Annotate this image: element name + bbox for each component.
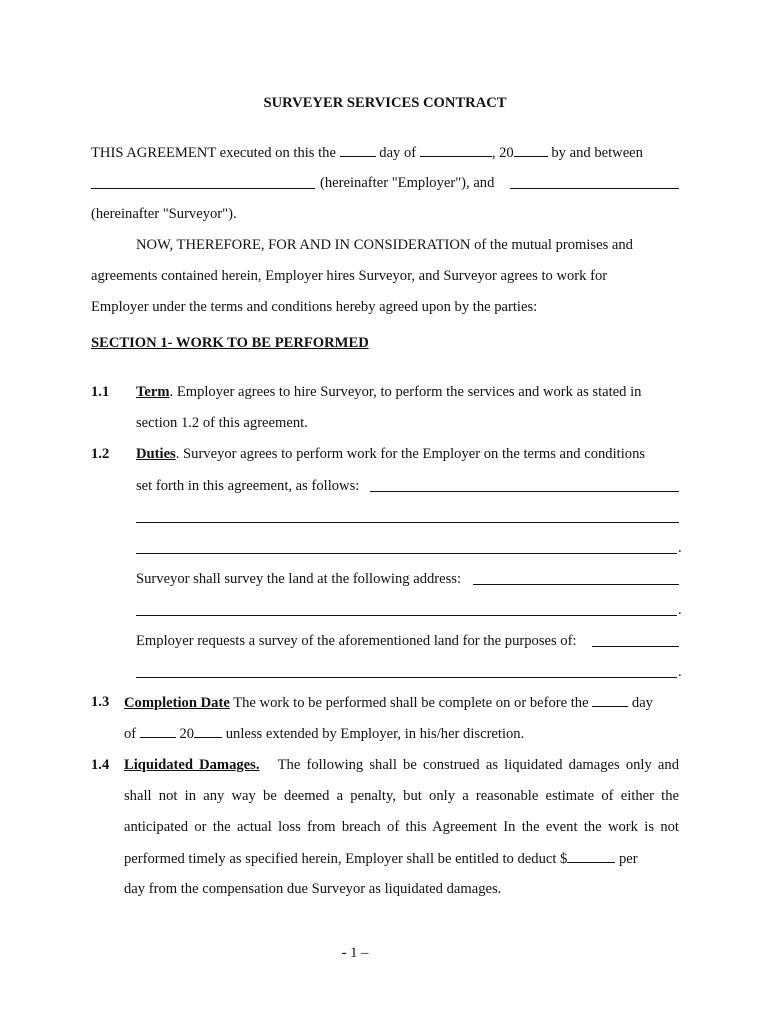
document-title: SURVEYER SERVICES CONTRACT — [263, 95, 507, 111]
clause-1-4-per: per — [619, 851, 638, 867]
recital-line-3: Employer under the terms and conditions hereby agreed upon by the parties: — [91, 299, 538, 315]
year-blank[interactable] — [514, 143, 548, 157]
duties-blank-2[interactable] — [136, 522, 679, 523]
purpose-blank-2[interactable] — [136, 677, 677, 678]
clause-1-3-title: Completion Date — [124, 695, 230, 711]
clause-1-2-text: . Surveyor agrees to perform work for the Employer on the terms and conditions — [175, 446, 646, 462]
duties-blank-1[interactable] — [370, 491, 679, 492]
clause-1-1-title: Term — [136, 384, 170, 400]
intro-text-b: day of — [379, 145, 417, 161]
employer-name-blank[interactable] — [91, 188, 315, 189]
clause-1-4-line-4 — [124, 849, 638, 868]
recital-line-2: agreements contained herein, Employer hires Surveyor, and Surveyor agrees to work for — [91, 268, 608, 284]
purpose-period: . — [678, 664, 682, 680]
clause-1-1-line-1 — [136, 383, 641, 401]
clause-1-2-line-1 — [136, 445, 645, 463]
intro-text-d: by and between — [551, 145, 643, 161]
clause-1-1-text: . Employer agrees to hire Surveyor, to perform the services and work as stated in — [169, 384, 642, 400]
intro-text-a: THIS AGREEMENT executed on this the — [91, 145, 336, 161]
month-blank[interactable] — [420, 143, 492, 157]
clause-1-1-line-2: section 1.2 of this agreement. — [136, 415, 308, 431]
deduction-amount-blank[interactable] — [567, 849, 615, 863]
duties-period: . — [678, 540, 682, 556]
employer-label: (hereinafter "Employer"), and — [320, 175, 495, 191]
clause-1-4-text: The following shall be construed as liquidated damages only and — [277, 757, 679, 773]
completion-day-blank[interactable] — [592, 693, 628, 707]
page-number: - 1 – — [341, 945, 369, 961]
duties-blank-3[interactable] — [136, 553, 677, 554]
clause-1-4-deduct: performed timely as specified herein, Employer shall be entitled to deduct $ — [124, 851, 568, 867]
address-blank-2[interactable] — [136, 615, 677, 616]
purpose-label: Employer requests a survey of the aforementioned land for the purposes of: — [136, 633, 577, 649]
clause-1-2-number: 1.2 — [91, 446, 110, 462]
purpose-blank-1[interactable] — [592, 646, 679, 647]
clause-1-4-title: Liquidated Damages. — [124, 757, 260, 773]
clause-1-3-twenty: 20 — [179, 726, 195, 742]
completion-year-blank[interactable] — [194, 724, 222, 738]
surveyor-name-blank[interactable] — [510, 188, 679, 189]
intro-line-1 — [91, 143, 643, 162]
clause-1-3-day: day — [631, 695, 653, 711]
address-label: Surveyor shall survey the land at the following address: — [136, 571, 462, 587]
clause-1-1-number: 1.1 — [91, 384, 110, 400]
recital-line-1: NOW, THEREFORE, FOR AND IN CONSIDERATION of the mutual promises and — [136, 237, 633, 253]
clause-1-2-title: Duties — [136, 446, 176, 462]
clause-1-4-line-1 — [124, 756, 679, 774]
clause-1-4-line-3: anticipated or the actual loss from breach of this Agreement In the event the work is not — [124, 819, 679, 835]
intro-text-c: , 20 — [491, 145, 514, 161]
clause-1-4-line-5: day from the compensation due Surveyor as liquidated damages. — [124, 881, 502, 897]
section-1-heading: SECTION 1- WORK TO BE PERFORMED — [91, 335, 369, 351]
clause-1-4-number: 1.4 — [91, 757, 110, 773]
clause-1-2-line-2: set forth in this agreement, as follows: — [136, 478, 360, 494]
clause-1-3-of: of — [124, 726, 137, 742]
address-blank-1[interactable] — [473, 584, 679, 585]
clause-1-4-line-2: shall not in any way be deemed a penalty, but only a reasonable estimate of either the — [124, 788, 679, 804]
clause-1-3-number: 1.3 — [91, 694, 110, 710]
clause-1-3-text: The work to be performed shall be complete on or before the — [233, 695, 589, 711]
address-period: . — [678, 602, 682, 618]
clause-1-3-line-2 — [124, 724, 524, 743]
surveyor-label: (hereinafter "Surveyor"). — [91, 206, 237, 222]
clause-1-3-text-2: unless extended by Employer, in his/her discretion. — [225, 726, 525, 742]
completion-month-blank[interactable] — [140, 724, 176, 738]
clause-1-3-line-1 — [124, 693, 653, 712]
day-blank[interactable] — [340, 143, 376, 157]
